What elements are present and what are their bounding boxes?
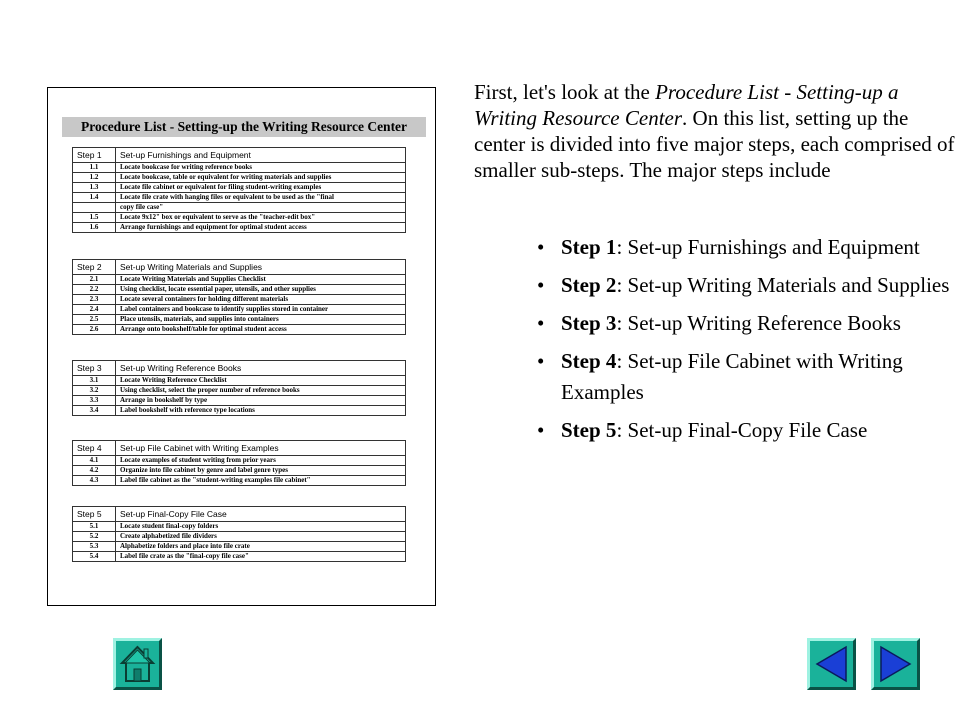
major-step-item [537, 308, 960, 339]
substep-number: 2.5 [73, 315, 116, 325]
substep-text: Arrange onto bookshelf/table for optimal student access [116, 325, 406, 335]
step-label: Step 2 [73, 260, 116, 275]
substep-row [73, 275, 406, 285]
substep-row [73, 542, 406, 552]
substep-number [73, 203, 116, 213]
step-table [72, 360, 406, 416]
substep-row [73, 285, 406, 295]
major-step-item [537, 346, 960, 408]
step-table [72, 259, 406, 335]
substep-number: 2.1 [73, 275, 116, 285]
step-table [72, 440, 406, 486]
previous-slide-button[interactable] [807, 638, 856, 690]
substep-text: Locate student final-copy folders [116, 522, 406, 532]
major-step-label: Step 2 [561, 273, 617, 297]
substep-row [73, 193, 406, 203]
substep-text: Label file crate as the "final-copy file case" [116, 552, 406, 562]
substep-row [73, 223, 406, 233]
house-icon [116, 641, 159, 687]
major-step-label: Step 4 [561, 349, 617, 373]
triangle-left-icon [810, 641, 853, 687]
major-step-item [537, 232, 960, 263]
substep-row [73, 163, 406, 173]
substep-number: 3.2 [73, 386, 116, 396]
substep-number: 5.3 [73, 542, 116, 552]
substep-number: 2.4 [73, 305, 116, 315]
major-step-text: : Set-up Furnishings and Equipment [616, 235, 920, 259]
substep-number: 4.1 [73, 456, 116, 466]
substep-text: Locate 9x12" box or equivalent to serve as the "teacher-edit box" [116, 213, 406, 223]
substep-number: 3.3 [73, 396, 116, 406]
substep-number: 2.2 [73, 285, 116, 295]
substep-row [73, 532, 406, 542]
major-step-item [537, 415, 960, 446]
substep-number: 5.2 [73, 532, 116, 542]
next-slide-button[interactable] [871, 638, 920, 690]
substep-number: 3.1 [73, 376, 116, 386]
major-step-label: Step 1 [561, 235, 617, 259]
step-label: Step 3 [73, 361, 116, 376]
substep-text: Using checklist, locate essential paper, utensils, and other supplies [116, 285, 406, 295]
substep-number: 1.4 [73, 193, 116, 203]
substep-number: 2.6 [73, 325, 116, 335]
step-table [72, 506, 406, 562]
triangle-right-icon [874, 641, 917, 687]
major-step-label: Step 3 [561, 311, 617, 335]
substep-row [73, 476, 406, 486]
bullet-icon: • [537, 235, 545, 259]
substep-number: 1.1 [73, 163, 116, 173]
substep-text: Locate examples of student writing from prior years [116, 456, 406, 466]
substep-number: 1.5 [73, 213, 116, 223]
substep-row [73, 295, 406, 305]
intro-text-1: First, let's look at the [474, 80, 656, 104]
substep-number: 2.3 [73, 295, 116, 305]
step-heading: Set-up File Cabinet with Writing Examples [116, 441, 406, 456]
substep-text: Arrange furnishings and equipment for optimal student access [116, 223, 406, 233]
substep-text: Alphabetize folders and place into file crate [116, 542, 406, 552]
major-step-text: : Set-up File Cabinet with Writing Examples [561, 349, 903, 404]
step-label: Step 4 [73, 441, 116, 456]
bullet-icon: • [537, 311, 545, 335]
substep-text: Using checklist, select the proper number of reference books [116, 386, 406, 396]
substep-number: 1.3 [73, 183, 116, 193]
substep-row [73, 466, 406, 476]
home-button[interactable] [113, 638, 162, 690]
step-table [72, 147, 406, 233]
substep-text: Label containers and bookcase to identify supplies stored in container [116, 305, 406, 315]
substep-text: Locate Writing Reference Checklist [116, 376, 406, 386]
substep-row [73, 396, 406, 406]
major-step-label: Step 5 [561, 418, 617, 442]
substep-row [73, 325, 406, 335]
bullet-icon: • [537, 349, 545, 373]
substep-number: 1.6 [73, 223, 116, 233]
substep-text: Locate bookcase for writing reference books [116, 163, 406, 173]
substep-row [73, 552, 406, 562]
substep-row [73, 376, 406, 386]
substep-text: Locate bookcase, table or equivalent for writing materials and supplies [116, 173, 406, 183]
major-step-text: : Set-up Final-Copy File Case [616, 418, 868, 442]
step-heading: Set-up Furnishings and Equipment [116, 148, 406, 163]
substep-text: Organize into file cabinet by genre and label genre types [116, 466, 406, 476]
substep-number: 4.2 [73, 466, 116, 476]
substep-text: Locate several containers for holding different materials [116, 295, 406, 305]
major-step-text: : Set-up Writing Materials and Supplies [616, 273, 950, 297]
substep-text: Label file cabinet as the "student-writing examples file cabinet" [116, 476, 406, 486]
substep-number: 4.3 [73, 476, 116, 486]
substep-row [73, 213, 406, 223]
step-heading: Set-up Writing Materials and Supplies [116, 260, 406, 275]
substep-row [73, 305, 406, 315]
substep-text: Place utensils, materials, and supplies into containers [116, 315, 406, 325]
major-step-item [537, 270, 960, 301]
bullet-icon: • [537, 418, 545, 442]
intro-italic-title: Procedure List - Setting-up a Writing Resource Center [474, 80, 899, 130]
substep-number: 3.4 [73, 406, 116, 416]
substep-number: 1.2 [73, 173, 116, 183]
substep-text: Locate file crate with hanging files or equivalent to be used as the "final [116, 193, 406, 203]
substep-number: 5.4 [73, 552, 116, 562]
step-label: Step 1 [73, 148, 116, 163]
major-steps-list [537, 232, 960, 453]
procedure-list-title: Procedure List - Setting-up the Writing Resource Center [62, 117, 426, 137]
substep-row [73, 406, 406, 416]
bullet-icon: • [537, 273, 545, 297]
substep-row [73, 203, 406, 213]
substep-number: 5.1 [73, 522, 116, 532]
step-heading: Set-up Writing Reference Books [116, 361, 406, 376]
intro-paragraph [474, 79, 960, 183]
substep-text: Locate Writing Materials and Supplies Checklist [116, 275, 406, 285]
step-heading: Set-up Final-Copy File Case [116, 507, 406, 522]
substep-row [73, 522, 406, 532]
substep-row [73, 315, 406, 325]
substep-text: Create alphabetized file dividers [116, 532, 406, 542]
substep-text: copy file case" [116, 203, 406, 213]
intro-text-2: . On this list, setting up the center is divided into five major steps, each comprised of smaller sub-steps. The major steps include [474, 106, 955, 182]
substep-row [73, 173, 406, 183]
substep-row [73, 183, 406, 193]
major-step-text: : Set-up Writing Reference Books [616, 311, 901, 335]
substep-row [73, 386, 406, 396]
substep-text: Label bookshelf with reference type locations [116, 406, 406, 416]
step-label: Step 5 [73, 507, 116, 522]
substep-text: Locate file cabinet or equivalent for filing student-writing examples [116, 183, 406, 193]
substep-text: Arrange in bookshelf by type [116, 396, 406, 406]
substep-row [73, 456, 406, 466]
